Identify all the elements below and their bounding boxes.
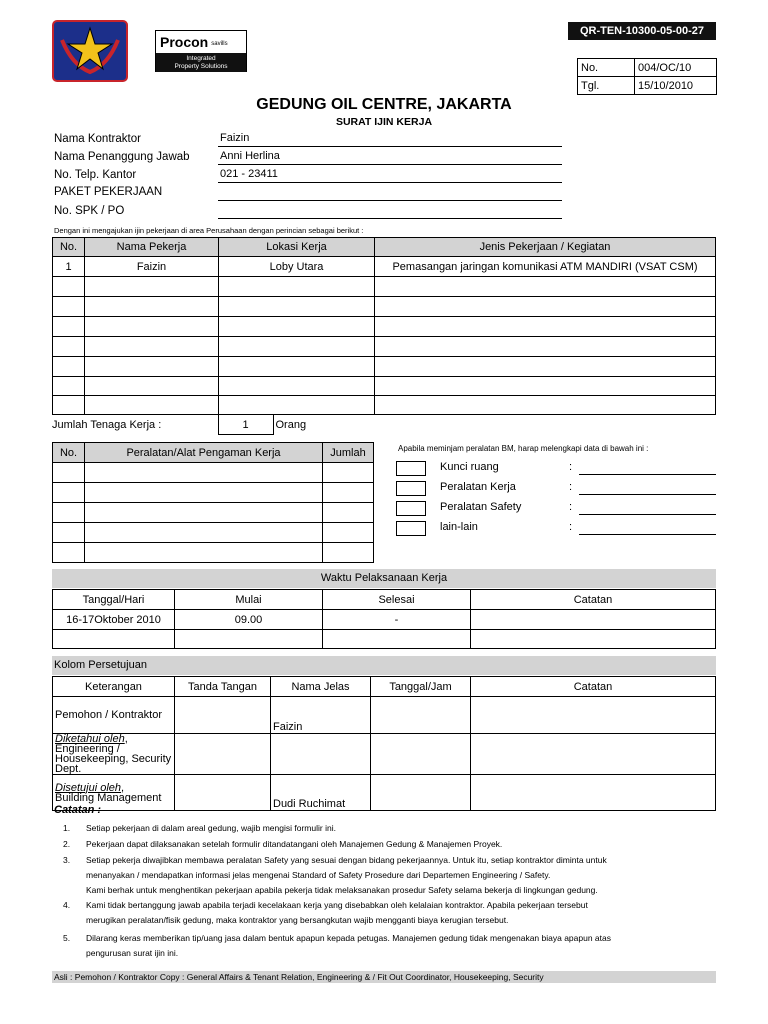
col-catatan: Catatan <box>471 590 716 610</box>
note-number: 4. <box>63 900 71 910</box>
col-no: No. <box>53 238 85 257</box>
kontraktor-field[interactable]: Faizin <box>218 132 562 147</box>
telp-label: No. Telp. Kantor <box>54 169 137 181</box>
penanggung-field[interactable]: Anni Herlina <box>218 150 562 165</box>
col-tanda-tangan: Tanda Tangan <box>175 677 271 697</box>
spk-label: No. SPK / PO <box>54 205 125 217</box>
cell: Faizin <box>85 257 219 277</box>
peralatan-safety-field[interactable] <box>579 503 716 515</box>
col-eq-peralatan: Peralatan/Alat Pengaman Kerja <box>85 443 323 463</box>
peralatan-kerja-checkbox[interactable] <box>396 481 426 496</box>
col-mulai: Mulai <box>175 590 323 610</box>
cell: Pemasangan jaringan komunikasi ATM MANDIRI (VSAT CSM) <box>375 257 716 277</box>
signature-field[interactable] <box>175 775 271 811</box>
lain-lain-field[interactable] <box>579 523 716 535</box>
lain-lain-checkbox[interactable] <box>396 521 426 536</box>
col-nama-jelas: Nama Jelas <box>271 677 371 697</box>
note-2: Pekerjaan dapat dilaksanakan setelah formulir ditandatangani oleh Manajemen Gedung & Manajemen Proyek. <box>86 839 503 849</box>
pemohon-label: Pemohon / Kontraktor <box>53 697 175 734</box>
disetujui-rest: Building Management <box>55 791 162 804</box>
col-lokasi-kerja: Lokasi Kerja <box>219 238 375 257</box>
cell: 16-17Oktober 2010 <box>53 610 175 630</box>
procon-tagline-2: Property Solutions <box>174 63 228 70</box>
disetujui-italic: Disetujui oleh <box>55 781 122 794</box>
diketahui-rest: , Engineering / Housekeeping, Security Dept. <box>55 733 172 775</box>
signature-field[interactable] <box>175 697 271 734</box>
pemohon-name: Faizin <box>271 697 371 734</box>
cell: Loby Utara <box>219 257 375 277</box>
procon-brand: Procon <box>160 34 209 50</box>
intro-text: Dengan ini mengajukan ijin pekerjaan di area Perusahaan dengan perincian sebagai berikut : <box>54 226 364 235</box>
col-selesai: Selesai <box>323 590 471 610</box>
workers-total <box>52 414 333 435</box>
table-row <box>53 734 716 775</box>
table-row <box>53 610 716 630</box>
table-row <box>53 357 716 377</box>
total-value: 1 <box>218 415 273 435</box>
telp-field[interactable]: 021 - 23411 <box>218 168 562 183</box>
table-row <box>53 377 716 396</box>
disetujui-comma: , <box>121 781 125 794</box>
document-number-table <box>577 58 717 95</box>
workers-table <box>52 237 716 415</box>
schedule-title: Waktu Pelaksanaan Kerja <box>52 569 716 588</box>
diketahui-label <box>53 734 175 775</box>
kunci-label: Kunci ruang <box>440 461 499 473</box>
qr-code-label: QR-TEN-10300-05-00-27 <box>568 22 716 40</box>
note-4b: merugikan peralatan/fisik gedung, maka kontraktor yang bersangkutan wajib mengganti biaya kerugian tersebut. <box>86 915 509 925</box>
schedule-table <box>52 589 716 649</box>
oil-centre-star-logo <box>52 20 128 82</box>
borrow-note: Apabila meminjam peralatan BM, harap melengkapi data di bawah ini : <box>398 444 649 453</box>
table-row <box>53 630 716 649</box>
table-row <box>53 523 374 543</box>
note-number: 5. <box>63 933 71 943</box>
approval-table <box>52 676 716 811</box>
lain-lain-label: lain-lain <box>440 521 478 533</box>
col-tanggal: Tanggal/Hari <box>53 590 175 610</box>
note-3b: menanyakan / mendapatkan informasi jelas mengenai Standard of Safety Prosedure dari Departemen Engineering / Safety. <box>86 870 551 880</box>
col-jenis-pekerjaan: Jenis Pekerjaan / Kegiatan <box>375 238 716 257</box>
col-eq-no: No. <box>53 443 85 463</box>
note-5a: Dilarang keras memberikan tip/uang jasa dalam bentuk apapun kepada petugas. Manajemen gedung tidak mengenakan biaya apapun atas <box>86 933 611 943</box>
peralatan-kerja-field[interactable] <box>579 483 716 495</box>
table-row <box>53 483 374 503</box>
cell: - <box>323 610 471 630</box>
note-1: Setiap pekerjaan di dalam areal gedung, wajib mengisi formulir ini. <box>86 823 336 833</box>
kunci-field[interactable] <box>579 463 716 475</box>
approval-title: Kolom Persetujuan <box>52 656 716 675</box>
peralatan-safety-checkbox[interactable] <box>396 501 426 516</box>
col-keterangan: Keterangan <box>53 677 175 697</box>
col-tanggal-jam: Tanggal/Jam <box>371 677 471 697</box>
document-subtitle: SURAT IJIN KERJA <box>335 116 433 128</box>
table-row <box>53 317 716 337</box>
notes-title: Catatan : <box>54 804 102 816</box>
no-label: No. <box>578 59 635 77</box>
paket-field[interactable] <box>218 186 562 201</box>
total-unit: Orang <box>273 415 333 435</box>
kontraktor-label: Nama Kontraktor <box>54 133 141 145</box>
note-number: 1. <box>63 823 71 833</box>
col-nama-pekerja: Nama Pekerja <box>85 238 219 257</box>
penanggung-label: Nama Penanggung Jawab <box>54 151 190 163</box>
table-row <box>53 396 716 415</box>
col-eq-jumlah: Jumlah <box>323 443 374 463</box>
procon-tagline-1: Integrated <box>186 55 216 62</box>
disetujui-name: Dudi Ruchimat <box>271 775 371 811</box>
procon-logo <box>155 30 247 72</box>
diketahui-italic: Diketahui oleh <box>55 733 125 745</box>
note-3a: Setiap pekerja diwajibkan membawa peralatan Safety yang sesuai dengan bidang pekerjaannya. Untuk itu, setiap kontraktor diminta untuk <box>86 855 607 865</box>
paket-label: PAKET PEKERJAAN <box>54 186 163 198</box>
colon: : <box>569 461 573 473</box>
equipment-table <box>52 442 374 563</box>
spk-field[interactable] <box>218 204 562 219</box>
note-4a: Kami tidak bertanggung jawab apabila terjadi kecelakaan kerja yang disebabkan oleh kelalaian kontraktor. Apabila pekerjaan tersebut <box>86 900 588 910</box>
distribution-footer: Asli : Pemohon / Kontraktor Copy : General Affairs & Tenant Relation, Engineering & / Fit Out Coordinator, Housekeeping, Security <box>52 971 716 983</box>
note-number: 3. <box>63 855 71 865</box>
tgl-label: Tgl. <box>578 77 635 95</box>
document-title: GEDUNG OIL CENTRE, JAKARTA <box>256 96 512 113</box>
table-row <box>53 337 716 357</box>
peralatan-kerja-label: Peralatan Kerja <box>440 481 516 493</box>
table-row <box>53 277 716 297</box>
cell <box>471 610 716 630</box>
procon-savills: savills <box>211 41 228 47</box>
table-row <box>53 543 374 563</box>
table-row <box>53 775 716 811</box>
total-label: Jumlah Tenaga Kerja : <box>52 418 162 431</box>
col-approval-catatan: Catatan <box>471 677 716 697</box>
note-3c: Kami berhak untuk menghentikan pekerjaan apabila pekerja tidak melaksanakan prosedur Safety selama bekerja di lingkungan gedung. <box>86 885 598 895</box>
cell: 1 <box>53 257 85 277</box>
note-number: 2. <box>63 839 71 849</box>
no-value: 004/OC/10 <box>635 59 717 77</box>
signature-field[interactable] <box>175 734 271 775</box>
note-5b: pengurusan surat ijin ini. <box>86 948 179 958</box>
peralatan-safety-label: Peralatan Safety <box>440 501 522 513</box>
tgl-value: 15/10/2010 <box>635 77 717 95</box>
kunci-checkbox[interactable] <box>396 461 426 476</box>
table-row <box>53 463 374 483</box>
colon: : <box>569 521 573 533</box>
table-row <box>53 503 374 523</box>
table-row <box>53 257 716 277</box>
cell: 09.00 <box>175 610 323 630</box>
colon: : <box>569 501 573 513</box>
colon: : <box>569 481 573 493</box>
table-row <box>53 297 716 317</box>
table-row <box>53 697 716 734</box>
